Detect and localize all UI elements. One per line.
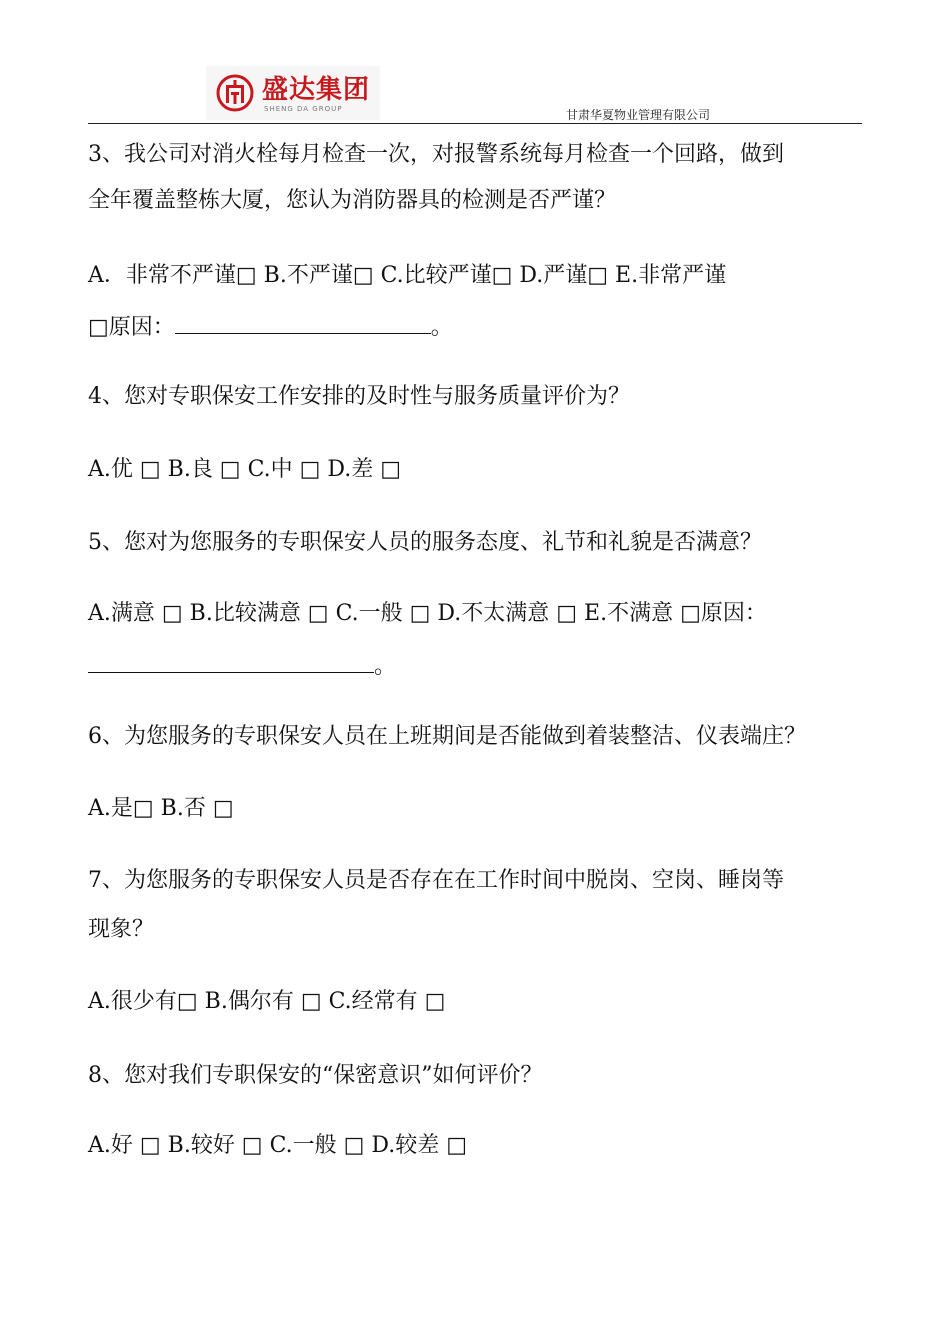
q4-question: 4、您对专职保安工作安排的及时性与服务质量评价为？ bbox=[88, 384, 630, 409]
header-divider bbox=[88, 123, 862, 124]
q7-options: A.很少有□ B.偶尔有 □ C.经常有 □ bbox=[88, 989, 446, 1014]
shengda-logo-icon bbox=[216, 74, 254, 112]
q3-reason-label: □原因： bbox=[88, 315, 175, 340]
q3-reason-row bbox=[88, 315, 453, 341]
q5-question: 5、您对为您服务的专职保安人员的服务态度、礼节和礼貌是否满意？ bbox=[88, 530, 762, 555]
company-name: 甘肃华夏物业管理有限公司 bbox=[566, 108, 711, 122]
q5-reason-row bbox=[88, 654, 396, 680]
company-logo bbox=[206, 66, 380, 120]
q7-question-line2: 现象？ bbox=[88, 917, 155, 942]
q3-reason-blank[interactable] bbox=[175, 315, 431, 334]
q8-question: 8、您对我们专职保安的“保密意识”如何评价？ bbox=[88, 1063, 543, 1088]
q6-question: 6、为您服务的专职保安人员在上班期间是否能做到着装整洁、仪表端庄？ bbox=[88, 724, 806, 749]
q6-options: A.是□ B.否 □ bbox=[88, 796, 234, 821]
logo-name: 盛达集团 bbox=[262, 75, 371, 105]
q3-reason-end: 。 bbox=[430, 315, 453, 340]
q3-question-line1: 3、我公司对消火栓每月检查一次，对报警系统每月检查一个回路，做到 bbox=[88, 142, 784, 167]
q4-options: A.优 □ B.良 □ C.中 □ D.差 □ bbox=[88, 457, 402, 482]
q3-question-line2: 全年覆盖整栋大厦，您认为消防器具的检测是否严谨？ bbox=[88, 188, 617, 213]
q5-options: A.满意 □ B.比较满意 □ C.一般 □ D.不太满意 □ E.不满意 □原因： bbox=[88, 601, 767, 626]
q8-options: A.好 □ B.较好 □ C.一般 □ D.较差 □ bbox=[88, 1133, 468, 1158]
q5-reason-blank[interactable] bbox=[88, 654, 374, 673]
logo-subtitle: SHENG DA GROUP bbox=[264, 105, 343, 113]
q7-question-line1: 7、为您服务的专职保安人员是否存在在工作时间中脱岗、空岗、睡岗等 bbox=[88, 868, 784, 893]
q5-reason-end: 。 bbox=[374, 654, 397, 679]
q3-options: A．非常不严谨□ B.不严谨□ C.比较严谨□ D.严谨□ E.非常严谨 bbox=[88, 263, 727, 288]
